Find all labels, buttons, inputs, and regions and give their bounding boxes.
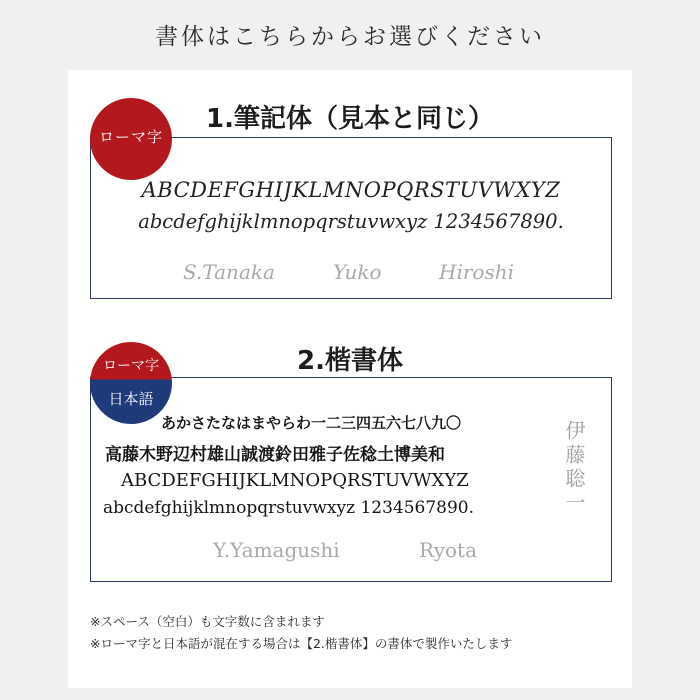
romaji-japanese-badge bbox=[90, 342, 172, 424]
font-options-panel bbox=[68, 70, 632, 688]
section2-title: 2.楷書体 bbox=[297, 346, 403, 376]
romaji-badge bbox=[90, 98, 172, 180]
cursive-name-sample-2: Yuko bbox=[333, 260, 382, 284]
cursive-font-sample-box[interactable] bbox=[90, 137, 612, 299]
kaisho-name-sample-1: Y.Yamagushi bbox=[213, 538, 340, 562]
romaji-badge-label: ローマ字 bbox=[103, 358, 159, 374]
vertical-name-sample: 伊藤聡一 bbox=[562, 420, 586, 516]
kaisho-kanji-sample: 高藤木野辺村雄山誠渡鈴田雅子佐稔土博美和 bbox=[105, 445, 445, 465]
section1-title: 1.筆記体（見本と同じ） bbox=[206, 104, 494, 134]
kaisho-uppercase-sample: ABCDEFGHIJKLMNOPQRSTUVWXYZ bbox=[121, 470, 469, 491]
romaji-badge-label: ローマ字 bbox=[98, 128, 163, 146]
cursive-name-sample-3: Hiroshi bbox=[439, 260, 514, 284]
cursive-name-sample-1: S.Tanaka bbox=[183, 260, 275, 284]
cursive-uppercase-sample: ABCDEFGHIJKLMNOPQRSTUVWXYZ bbox=[141, 178, 561, 202]
note-mixed-text: ※ローマ字と日本語が混在する場合は【2.楷書体】の書体で製作いたします bbox=[90, 636, 513, 651]
kaisho-kana-numerals-sample: あかさたなはまやらわ一二三四五六七八九〇 bbox=[161, 414, 462, 432]
cursive-lowercase-digits-sample: abcdefghijklmnopqrstuvwxyz 1234567890. bbox=[138, 210, 564, 233]
kaisho-name-sample-2: Ryota bbox=[419, 538, 478, 562]
kaisho-name-samples bbox=[91, 538, 611, 568]
japanese-badge-label: 日本語 bbox=[108, 390, 154, 408]
note-space-counts: ※スペース（空白）も文字数に含まれます bbox=[90, 614, 325, 629]
kaisho-lowercase-digits-sample: abcdefghijklmnopqrstuvwxyz 1234567890. bbox=[103, 498, 475, 518]
page-header-title: 書体はこちらからお選びください bbox=[155, 24, 545, 50]
cursive-name-samples bbox=[91, 260, 611, 288]
